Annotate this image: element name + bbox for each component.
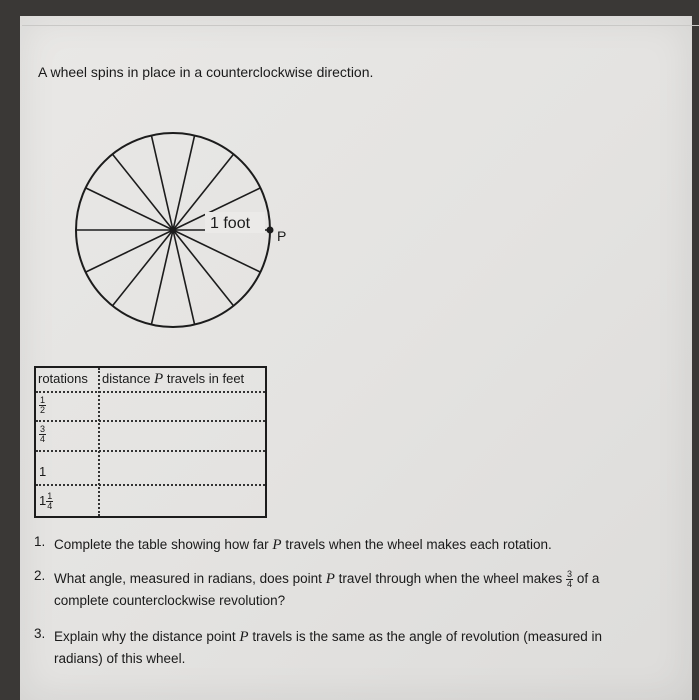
header-distance-prefix: distance <box>102 371 151 386</box>
header-distance-var: P <box>154 371 164 387</box>
wheel-spoke <box>173 230 260 272</box>
fraction: $\frac{3}{4}$ <box>567 568 573 589</box>
question-3: 3. Explain why the distance point P travels is the same as the angle of revolution (measured in radians) of this wheel. <box>34 626 603 666</box>
radius-label: 1 foot <box>210 215 251 232</box>
header-rotations: rotations <box>38 371 88 386</box>
rotation-cell <box>39 396 46 415</box>
intro-text: A wheel spins in place in a counterclockwise direction. <box>38 64 374 80</box>
rotation-cell: 1 <box>39 464 47 479</box>
fraction: $\frac{1}{2}$ <box>40 395 46 415</box>
rotation-cell: 1 $\frac{1}{4}$ <box>39 491 53 511</box>
table-row <box>36 393 265 422</box>
rotation-table <box>34 366 267 518</box>
rotation-cell <box>39 425 46 444</box>
fraction: $\frac{1}{4}$ <box>47 491 53 511</box>
question-2: 2. What angle, measured in radians, does point P travel through when the wheel makes $\frac{3}{4}$ of a complete counterclockwise revolution? <box>34 568 600 608</box>
wheel-spoke <box>86 230 173 272</box>
wheel-hub <box>170 227 177 234</box>
point-p-label: P <box>277 228 287 244</box>
table-row <box>36 486 265 518</box>
header-distance <box>102 371 244 388</box>
wheel-spoke <box>86 188 173 230</box>
header-distance-suffix: travels in feet <box>166 371 245 386</box>
point-p-dot <box>267 227 274 234</box>
table-header-row <box>36 368 265 393</box>
table-row <box>36 422 265 452</box>
table-row <box>36 452 265 486</box>
question-1: 1. Complete the table showing how far P travels when the wheel makes each rotation. <box>34 534 552 553</box>
fraction: $\frac{3}{4}$ <box>40 424 46 444</box>
